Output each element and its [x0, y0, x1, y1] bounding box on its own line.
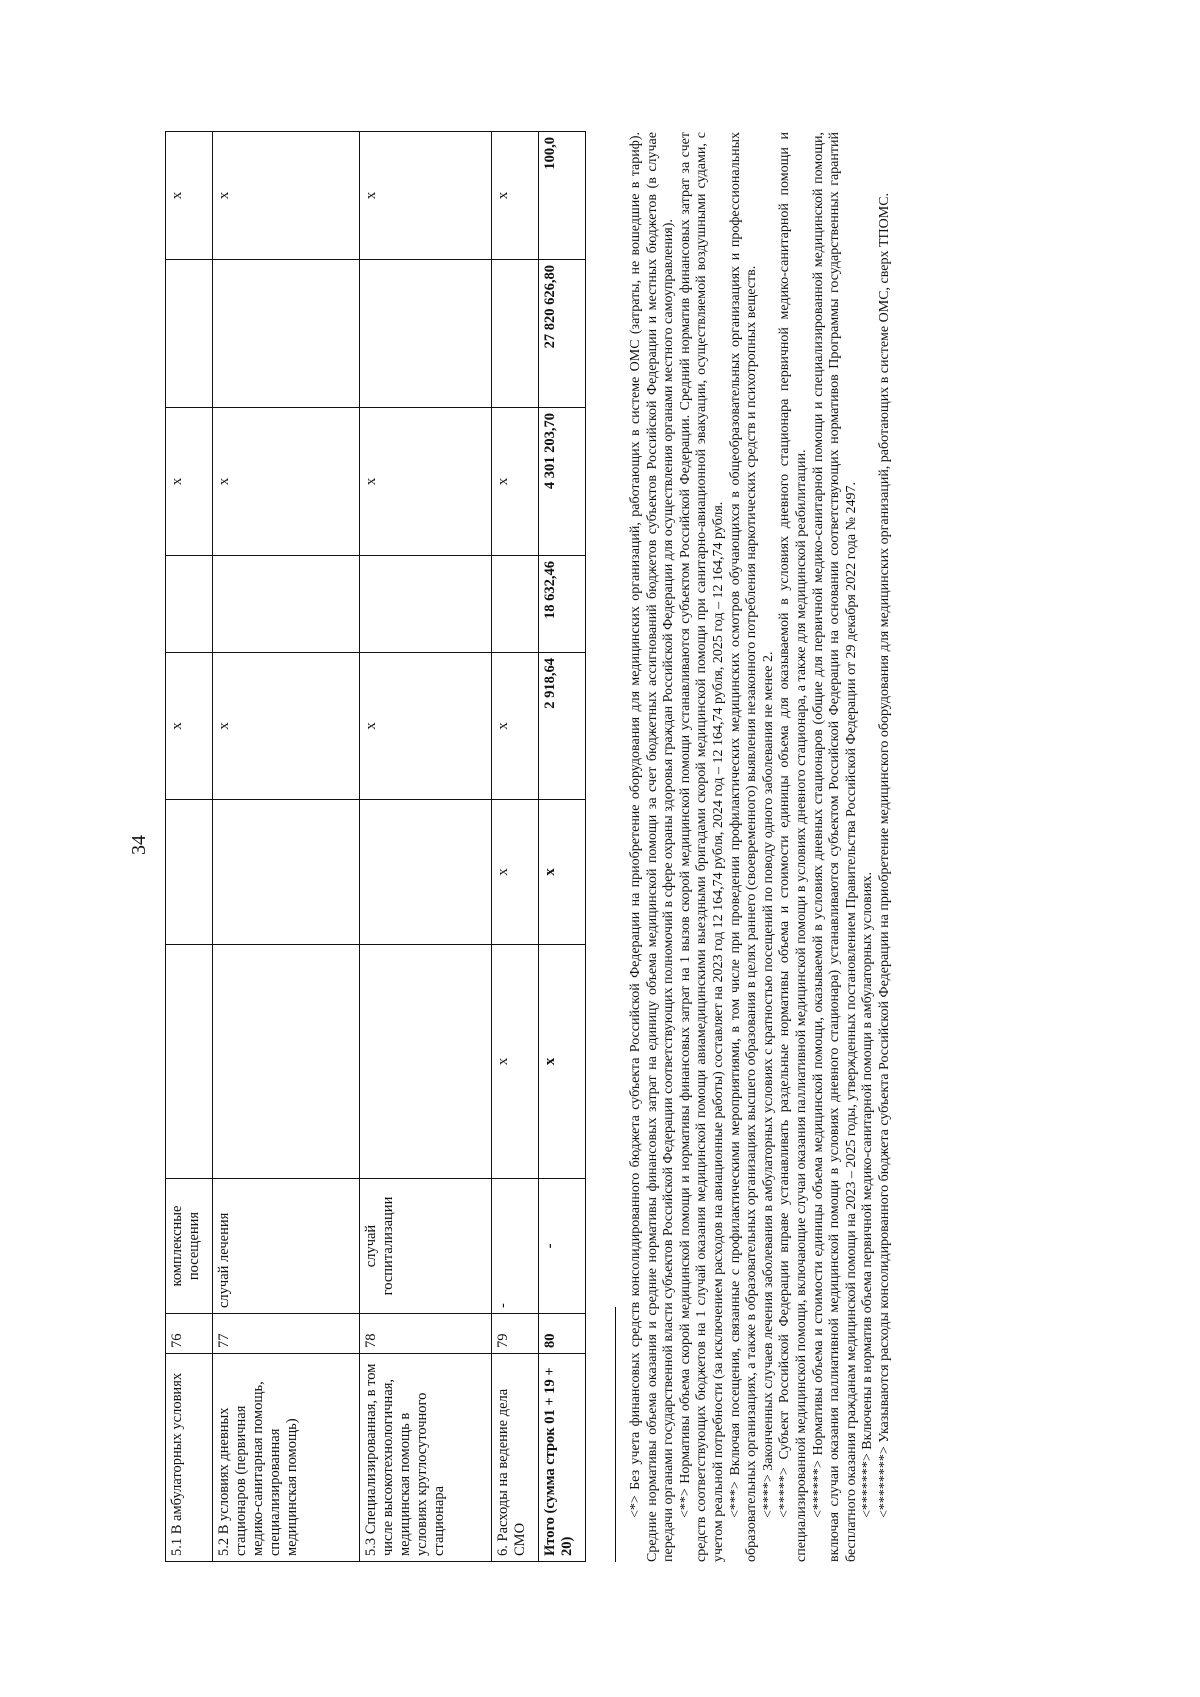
value-cell: х: [492, 653, 539, 800]
footnote-separator: [615, 1307, 616, 1562]
footnote: <****> Законченных случаев лечения заболевания в амбулаторных условиях с кратностью посещений по поводу одного заболевания не менее 2.: [760, 651, 776, 1518]
value-cell: [213, 260, 360, 408]
page-number: 34: [128, 835, 150, 855]
row-number: 78: [360, 1314, 492, 1354]
value-cell: 100,0: [539, 132, 586, 260]
value-cell: х: [492, 408, 539, 556]
footnote: <***> Включая посещения, связанные с профилактическими мероприятиями, в том числе при проведении профилактических медицинских осмотров обучающихся в общеобразовательных организациях и профессиональных образовательных организациях, а также в образовательных организациях высшего образования в целях раннего (своевременного) выявления незаконного потребления наркотических средств и психотропных веществ.: [727, 132, 760, 1562]
value-cell: [166, 945, 213, 1179]
value-cell: [213, 556, 360, 653]
footnote: <*> Без учета финансовых средств консолидированного бюджета субъекта Российской Федерации на приобретение оборудования для медицинских организаций, работающих в системе ОМС (затраты, не вошедшие в тариф). Средние нормативы объема оказания и средние нормативы финансовых затрат на единицу объема медицинской помощи за счет бюджетных ассигнований бюджетов субъектов Российской Федерации и местных бюджетов (в случае передачи органами государственной власти субъектов Российской Федерации соответствующих полномочий в сфере охраны здоровья граждан Российской Федерации для осуществления органами местного самоуправления).: [628, 132, 677, 1562]
value-cell: [166, 556, 213, 653]
value-cell: 2 918,64: [539, 653, 586, 800]
footnote: <********> Указываются расходы консолидированного бюджета субъекта Российской Федерации на приобретение медицинского оборудования для медицинских организаций, работающих в системе ОМС, сверх ТПОМС.: [876, 192, 892, 1518]
value-cell: х: [166, 132, 213, 260]
value-cell: [360, 945, 492, 1179]
value-cell: [166, 800, 213, 945]
value-cell: [360, 800, 492, 945]
value-cell: х: [492, 132, 539, 260]
unit-cell: случай лечения: [213, 1179, 360, 1314]
unit-cell: -: [492, 1179, 539, 1314]
footnote: <*******> Включены в норматив объема первичной медико-санитарной помощи в амбулаторных условиях.: [860, 871, 876, 1518]
footnotes: [628, 132, 894, 1562]
value-cell: х: [166, 653, 213, 800]
footnote: <******> Нормативы объема и стоимости единицы объема медицинской помощи, оказываемой в условиях дневных стационаров (общие для первичной медико-санитарной помощи и специализированной медицинской помощи, включая случаи оказания паллиативной медицинской помощи в условиях дневного стационара) устанавливаются субъектом Российской Федерации на основании соответствующих нормативов Программы государственных гарантий бесплатного оказания гражданам медицинской помощи на 2023 – 2025 годы, утвержденных постановлением Правительства Российской Федерации от 29 декабря 2022 года № 2497.: [810, 132, 859, 1562]
value-cell: х: [213, 653, 360, 800]
unit-cell: случай госпитализации: [360, 1179, 492, 1314]
value-cell: [213, 800, 360, 945]
table-row: [360, 132, 492, 1562]
row-number: 79: [492, 1314, 539, 1354]
value-cell: 27 820 626,80: [539, 260, 586, 408]
table-row: [166, 132, 213, 1562]
row-label: Итого (сумма строк 01 + 19 + 20): [539, 1354, 586, 1562]
table-row: [492, 132, 539, 1562]
value-cell: [492, 556, 539, 653]
row-label: 6. Расходы на ведение дела СМО: [492, 1354, 539, 1562]
value-cell: х: [166, 408, 213, 556]
row-label: 5.2 В условиях дневных стационаров (первичная медико-санитарная помощь, специализированная медицинская помощь): [213, 1354, 360, 1562]
row-number: 80: [539, 1314, 586, 1354]
value-cell: [492, 260, 539, 408]
value-cell: х: [360, 653, 492, 800]
value-cell: х: [492, 800, 539, 945]
unit-cell: -: [539, 1179, 586, 1314]
value-cell: х: [213, 132, 360, 260]
table-row-total: [539, 132, 586, 1562]
value-cell: [166, 260, 213, 408]
value-cell: х: [360, 132, 492, 260]
value-cell: х: [539, 945, 586, 1179]
value-cell: 18 632,46: [539, 556, 586, 653]
value-cell: 4 301 203,70: [539, 408, 586, 556]
footnote: <**> Нормативы объема скорой медицинской помощи и нормативы финансовых затрат на 1 вызов скорой медицинской помощи устанавливаются субъектом Российской Федерации. Средний норматив финансовых затрат за счет средств соответствующих бюджетов на 1 случай оказания медицинской помощи авиамедицинскими выездными бригадами скорой медицинской помощи при санитарно-авиационной эвакуации, осуществляемой воздушными судами, с учетом реальной потребности (за исключением расходов на авиационные работы) составляет на 2023 год 12 164,74 рубля, 2024 год – 12 164,74 рубля, 2025 год – 12 164,74 рубля.: [677, 132, 726, 1562]
value-cell: х: [213, 408, 360, 556]
table-row: [213, 132, 360, 1562]
row-label: 5.3 Специализированная, в том числе высокотехнологичная, медицинская помощь в условиях круглосуточного стационара: [360, 1354, 492, 1562]
value-cell: [360, 260, 492, 408]
footnote: <*****> Субъект Российской Федерации вправе устанавливать раздельные нормативы объема и стоимости единицы объема для оказываемой в условиях дневного стационара первичной медико-санитарной помощи и специализированной медицинской помощи, включающие случаи оказания паллиативной медицинской помощи в условиях дневного стационара, а также для медицинской реабилитации.: [777, 132, 809, 1562]
row-label: 5.1 В амбулаторных условиях: [166, 1354, 213, 1562]
value-cell: [360, 556, 492, 653]
row-number: 76: [166, 1314, 213, 1354]
finance-table: [165, 131, 586, 1562]
value-cell: х: [360, 408, 492, 556]
unit-cell: комплексные посещения: [166, 1179, 213, 1314]
value-cell: х: [492, 945, 539, 1179]
row-number: 77: [213, 1314, 360, 1354]
value-cell: х: [539, 800, 586, 945]
value-cell: [213, 945, 360, 1179]
